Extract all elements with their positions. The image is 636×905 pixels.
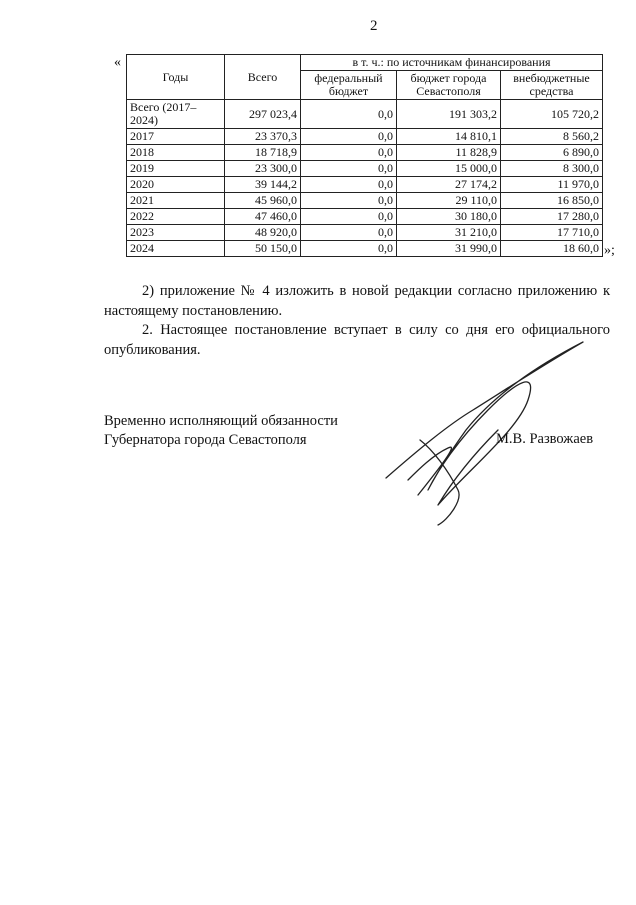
cell-year: 2024 xyxy=(127,241,225,257)
cell-federal: 0,0 xyxy=(301,225,397,241)
cell-extra: 18 60,0 xyxy=(501,241,603,257)
cell-year: 2022 xyxy=(127,209,225,225)
cell-year: 2018 xyxy=(127,145,225,161)
cell-total: 45 960,0 xyxy=(225,193,301,209)
table-row xyxy=(127,100,603,129)
cell-extra: 17 710,0 xyxy=(501,225,603,241)
header-extra: внебюджетные средства xyxy=(501,71,603,100)
cell-total: 23 300,0 xyxy=(225,161,301,177)
cell-city: 31 990,0 xyxy=(397,241,501,257)
cell-city: 31 210,0 xyxy=(397,225,501,241)
cell-city: 15 000,0 xyxy=(397,161,501,177)
cell-city: 191 303,2 xyxy=(397,100,501,129)
header-total: Всего xyxy=(225,55,301,100)
cell-total: 47 460,0 xyxy=(225,209,301,225)
table-row xyxy=(127,177,603,193)
paragraph-appendix xyxy=(104,281,610,321)
cell-federal: 0,0 xyxy=(301,193,397,209)
cell-federal: 0,0 xyxy=(301,161,397,177)
cell-federal: 0,0 xyxy=(301,100,397,129)
cell-city: 14 810,1 xyxy=(397,129,501,145)
cell-federal: 0,0 xyxy=(301,209,397,225)
financing-table xyxy=(126,54,603,257)
cell-extra: 16 850,0 xyxy=(501,193,603,209)
cell-total: 18 718,9 xyxy=(225,145,301,161)
handwritten-signature xyxy=(378,330,598,530)
table-row xyxy=(127,209,603,225)
cell-extra: 17 280,0 xyxy=(501,209,603,225)
table-row xyxy=(127,145,603,161)
cell-city: 29 110,0 xyxy=(397,193,501,209)
opening-quote: « xyxy=(114,55,121,70)
cell-federal: 0,0 xyxy=(301,241,397,257)
paragraph-appendix-text: 2) приложение № 4 изложить в новой редакции согласно приложению к настоящему постановлению. xyxy=(104,283,610,319)
cell-year: 2023 xyxy=(127,225,225,241)
cell-federal: 0,0 xyxy=(301,177,397,193)
cell-year: 2020 xyxy=(127,177,225,193)
cell-total: 23 370,3 xyxy=(225,129,301,145)
cell-extra: 11 970,0 xyxy=(501,177,603,193)
table-body xyxy=(127,100,603,257)
signer-title xyxy=(104,412,338,450)
cell-city: 27 174,2 xyxy=(397,177,501,193)
cell-extra: 6 890,0 xyxy=(501,145,603,161)
cell-year: 2019 xyxy=(127,161,225,177)
cell-total: 297 023,4 xyxy=(225,100,301,129)
table-row xyxy=(127,161,603,177)
cell-year: 2017 xyxy=(127,129,225,145)
cell-federal: 0,0 xyxy=(301,129,397,145)
paragraph-effective-text: 2. Настоящее постановление вступает в силу со дня его официального опубликования. xyxy=(104,322,610,358)
cell-extra: 8 300,0 xyxy=(501,161,603,177)
cell-extra: 8 560,2 xyxy=(501,129,603,145)
header-sources-group: в т. ч.: по источникам финансирования xyxy=(301,55,603,71)
table-row xyxy=(127,225,603,241)
cell-total: 48 920,0 xyxy=(225,225,301,241)
cell-federal: 0,0 xyxy=(301,145,397,161)
cell-total: 50 150,0 xyxy=(225,241,301,257)
cell-year: Всего (2017–2024) xyxy=(127,100,225,129)
cell-city: 11 828,9 xyxy=(397,145,501,161)
header-city: бюджет города Севастополя xyxy=(397,71,501,100)
table-row xyxy=(127,193,603,209)
header-federal: федеральный бюджет xyxy=(301,71,397,100)
closing-quote: »; xyxy=(604,243,615,258)
signer-name: М.В. Развожаев xyxy=(496,431,594,447)
cell-total: 39 144,2 xyxy=(225,177,301,193)
signer-title-line1: Временно исполняющий обязанности xyxy=(104,413,338,429)
header-years: Годы xyxy=(127,55,225,100)
cell-extra: 105 720,2 xyxy=(501,100,603,129)
cell-city: 30 180,0 xyxy=(397,209,501,225)
table-row xyxy=(127,129,603,145)
signer-title-line2: Губернатора города Севастополя xyxy=(104,432,307,448)
table-row xyxy=(127,241,603,257)
cell-year: 2021 xyxy=(127,193,225,209)
page-number: 2 xyxy=(370,18,378,34)
